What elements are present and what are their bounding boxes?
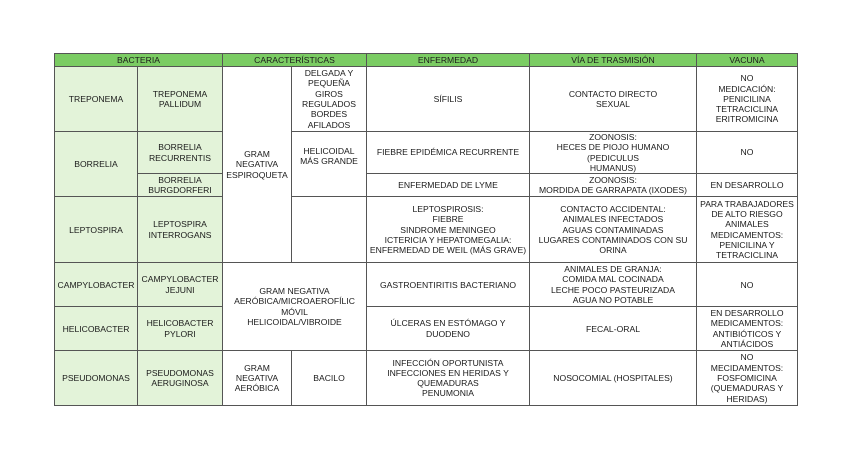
- disease-borrelia-burgdorferi: ENFERMEDAD DE LYME: [367, 174, 530, 197]
- transmission-borrelia-burgdorferi: ZOONOSIS: MORDIDA DE GARRAPATA (IXODES): [530, 174, 697, 197]
- table-row: [55, 132, 798, 174]
- transmission-helicobacter: FECAL-ORAL: [530, 307, 697, 351]
- shape-treponema: DELGADA Y PEQUEÑA GIROS REGULADOS BORDES AFILADOS: [292, 67, 367, 132]
- species-borrelia-recurrentis: BORRELIA RECURRENTIS: [138, 132, 223, 174]
- genus-leptospira: LEPTOSPIRA: [55, 197, 138, 263]
- disease-pseudomonas: INFECCIÓN OPORTUNISTA INFECCIONES EN HERIDAS Y QUEMADURAS PENUMONIA: [367, 351, 530, 406]
- disease-campylobacter: GASTROENTIRITIS BACTERIANO: [367, 263, 530, 307]
- vaccine-treponema: NO MEDICACIÓN: PENICILINA TETRACICLINA ERITROMICINA: [697, 67, 798, 132]
- spirochete-group-cell: GRAM NEGATIVA ESPIROQUETA: [223, 67, 292, 263]
- bacteria-table: [54, 53, 798, 406]
- group-pseudomonas: GRAM NEGATIVA AERÓBICA: [223, 351, 292, 406]
- vaccine-leptospira: PARA TRABAJADORES DE ALTO RIESGO ANIMALES MEDICAMENTOS: PENICILINA Y TETRACICLINA: [697, 197, 798, 263]
- table-row: [55, 307, 798, 351]
- species-leptospira-interrogans: LEPTOSPIRA INTERROGANS: [138, 197, 223, 263]
- vaccine-helicobacter: EN DESARROLLO MEDICAMENTOS: ANTIBIÓTICOS Y ANTIÁCIDOS: [697, 307, 798, 351]
- disease-helicobacter: ÚLCERAS EN ESTÓMAGO Y DUODENO: [367, 307, 530, 351]
- genus-borrelia: BORRELIA: [55, 132, 138, 197]
- shape-leptospira-empty: [292, 197, 367, 263]
- header-bacteria: BACTERIA: [55, 54, 223, 67]
- header-vacuna: VACUNA: [697, 54, 798, 67]
- disease-borrelia-recurrentis: FIEBRE EPIDÉMICA RECURRENTE: [367, 132, 530, 174]
- disease-treponema: SÍFILIS: [367, 67, 530, 132]
- helical-group-cell: GRAM NEGATIVA AERÓBICA/MICROAEROFÍLIC MÓVIL HELICOIDAL/VIBROIDE: [223, 263, 367, 351]
- transmission-borrelia-recurrentis: ZOONOSIS: HECES DE PIOJO HUMANO (PEDICULUS HUMANUS): [530, 132, 697, 174]
- header-via: VÍA DE TRASMISIÓN: [530, 54, 697, 67]
- species-campylobacter-jejuni: CAMPYLOBACTER JEJUNI: [138, 263, 223, 307]
- species-pseudomonas-aeruginosa: PSEUDOMONAS AERUGINOSA: [138, 351, 223, 406]
- header-row: [55, 54, 798, 67]
- species-treponema-pallidum: TREPONEMA PALLIDUM: [138, 67, 223, 132]
- transmission-treponema: CONTACTO DIRECTO SEXUAL: [530, 67, 697, 132]
- shape-borrelia: HELICOIDAL MÁS GRANDE: [292, 132, 367, 197]
- table-row: [55, 174, 798, 197]
- shape-pseudomonas: BACILO: [292, 351, 367, 406]
- vaccine-borrelia-recurrentis: NO: [697, 132, 798, 174]
- header-enfermedad: ENFERMEDAD: [367, 54, 530, 67]
- header-caracteristicas: CARACTERÍSTICAS: [223, 54, 367, 67]
- transmission-campylobacter: ANIMALES DE GRANJA: COMIDA MAL COCINADA LECHE POCO PASTEURIZADA AGUA NO POTABLE: [530, 263, 697, 307]
- transmission-leptospira: CONTACTO ACCIDENTAL: ANIMALES INFECTADOS AGUAS CONTAMINADAS LUGARES CONTAMINADOS CON SU ORINA: [530, 197, 697, 263]
- transmission-pseudomonas: NOSOCOMIAL (HOSPITALES): [530, 351, 697, 406]
- table-row: [55, 197, 798, 263]
- table-row: [55, 351, 798, 406]
- genus-treponema: TREPONEMA: [55, 67, 138, 132]
- genus-pseudomonas: PSEUDOMONAS: [55, 351, 138, 406]
- species-borrelia-burgdorferi: BORRELIA BURGDORFERI: [138, 174, 223, 197]
- genus-campylobacter: CAMPYLOBACTER: [55, 263, 138, 307]
- vaccine-campylobacter: NO: [697, 263, 798, 307]
- disease-leptospira: LEPTOSPIROSIS: FIEBRE SINDROME MENINGEO ICTERICIA Y HEPATOMEGALIA: ENFERMEDAD DE WEIL (MÁS GRAVE): [367, 197, 530, 263]
- vaccine-borrelia-burgdorferi: EN DESARROLLO: [697, 174, 798, 197]
- table-row: [55, 263, 798, 307]
- genus-helicobacter: HELICOBACTER: [55, 307, 138, 351]
- vaccine-pseudomonas: NO MECIDAMENTOS: FOSFOMICINA (QUEMADURAS Y HERIDAS): [697, 351, 798, 406]
- table-row: [55, 67, 798, 132]
- species-helicobacter-pylori: HELICOBACTER PYLORI: [138, 307, 223, 351]
